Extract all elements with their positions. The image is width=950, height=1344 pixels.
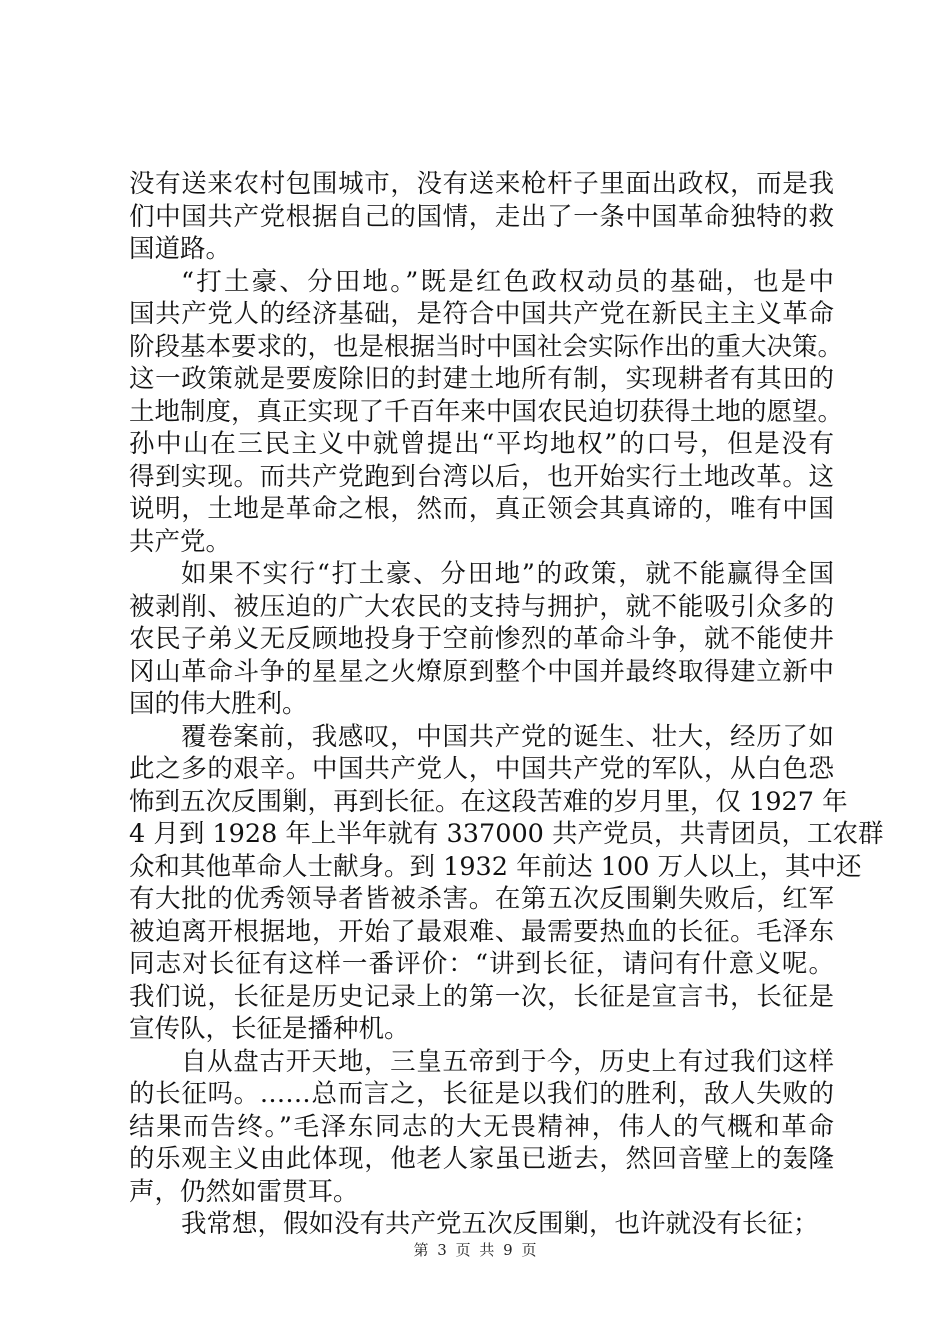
text-line: 此之多的艰辛。中国共产党人，中国共产党的军队，从白色恐 [129, 754, 834, 784]
text-line: 得到实现。而共产党跑到台湾以后，也开始实行土地改革。这 [129, 461, 834, 492]
text-line: 国道路。 [129, 234, 232, 264]
text-line: 我常想，假如没有共产党五次反围剿，也许就没有长征； [181, 1209, 819, 1239]
text-line: 我们说，长征是历史记录上的第一次，长征是宣言书，长征是 [129, 981, 834, 1012]
text-line: 同志对长征有这样一番评价：“讲到长征，请问有什意义呢。 [129, 949, 834, 979]
text-line: 的乐观主义由此体现，他老人家虽已逝去，然回音壁上的轰隆 [129, 1144, 834, 1174]
text-line: 结果而告终。”毛泽东同志的大无畏精神，伟人的气概和革命 [129, 1111, 834, 1142]
text-line: 共产党。 [129, 526, 232, 557]
text-line: 宣传队，长征是播种机。 [129, 1014, 410, 1044]
text-line: 国共产党人的经济基础，是符合中国共产党在新民主主义革命 [129, 299, 834, 329]
page-footer: 第 3 页 共 9 页 [413, 1241, 537, 1259]
text-line: 4 月到 1928 年上半年就有 337000 共产党员，共青团员，工农群 [129, 819, 884, 849]
text-line: “打土豪、分田地。”既是红色政权动员的基础，也是中 [181, 266, 834, 297]
text-line: 说明，土地是革命之根，然而，真正领会其真谛的，唯有中国 [129, 494, 834, 524]
text-line: 被迫离开根据地，开始了最艰难、最需要热血的长征。毛泽东 [129, 916, 834, 947]
text-line: 覆卷案前，我感叹，中国共产党的诞生、壮大，经历了如 [181, 721, 834, 752]
text-line: 们中国共产党根据自己的国情，走出了一条中国革命独特的救 [129, 201, 834, 232]
text-line: 阶段基本要求的，也是根据当时中国社会实际作出的重大决策。 [129, 331, 844, 362]
text-line: 冈山革命斗争的星星之火燎原到整个中国并最终取得建立新中 [129, 656, 834, 687]
text-line: 如果不实行“打土豪、分田地”的政策，就不能赢得全国 [181, 559, 834, 589]
text-line: 自从盘古开天地，三皇五帝到于今，历史上有过我们这样 [181, 1046, 834, 1077]
text-line: 没有送来农村包围城市，没有送来枪杆子里面出政权，而是我 [129, 169, 834, 199]
text-line: 国的伟大胜利。 [129, 689, 308, 719]
text-line: 声，仍然如雷贯耳。 [129, 1176, 359, 1207]
text-line: 众和其他革命人士献身。到 1932 年前达 100 万人以上，其中还 [129, 851, 862, 882]
text-line: 土地制度，真正实现了千百年来中国农民迫切获得土地的愿望。 [129, 396, 844, 427]
text-line: 这一政策就是要废除旧的封建土地所有制，实现耕者有其田的 [129, 364, 834, 394]
text-line: 有大批的优秀领导者皆被杀害。在第五次反围剿失败后，红军 [129, 884, 834, 914]
document-body [129, 168, 884, 1241]
text-line: 的长征吗。……总而言之，长征是以我们的胜利，敌人失败的 [129, 1079, 834, 1109]
text-line: 被剥削、被压迫的广大农民的支持与拥护，就不能吸引众多的 [129, 591, 834, 622]
text-line: 农民子弟义无反顾地投身于空前惨烈的革命斗争，就不能使井 [129, 624, 834, 654]
text-line: 怖到五次反围剿，再到长征。在这段苦难的岁月里，仅 1927 年 [129, 786, 848, 817]
text-line: 孙中山在三民主义中就曾提出“平均地权”的口号，但是没有 [129, 429, 834, 459]
